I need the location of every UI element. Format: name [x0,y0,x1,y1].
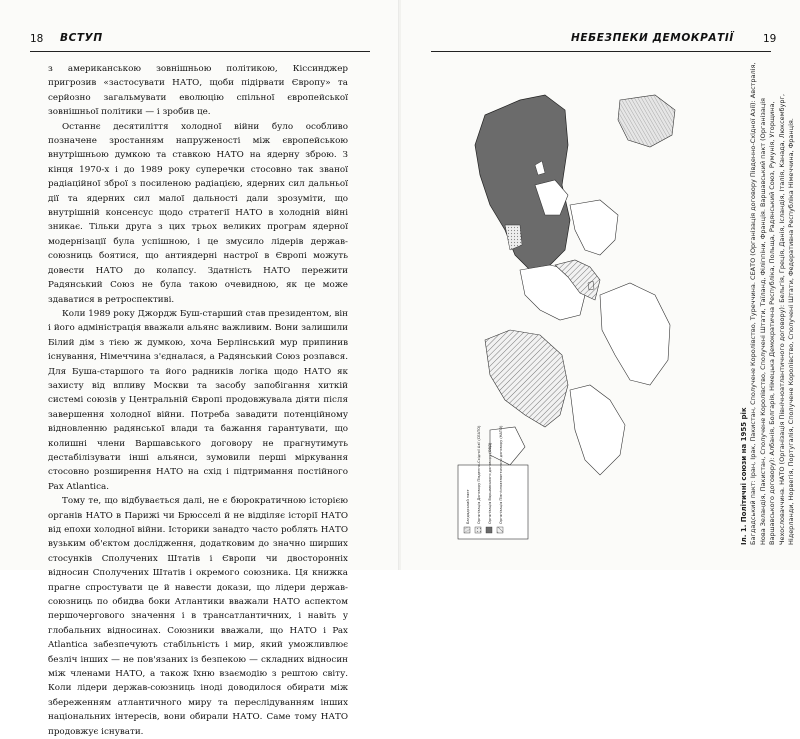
paragraph: Тому те, що відбувається далі, не є бюрократичною історією органів НАТО в Парижі чи Брюсселі й не відділяє історії НАТО від епохи холодної війни. Історики занадто часто роблять НАТО вузьким об'єктом дослідження, додатковим до значно ширших стосунків Сполучених Штатів і Європи чи двосторонніх відносин Сполучених Штатів і окремого союзника. Ця книжка прагне спростувати це й навести докази, що лідери держав-союзниць по обидва боки Атлантики вважали НАТО аспектом першочергового значення і в трансатлантичних, і навіть у глобальних відносинах. Союзники вважали, що НАТО і Pax Atlantica забезпечують стабільність і мир, який уможливлює безліч інших — не пов'язаних із безпекою — складних відносин між членами НАТО, а також їхню взаємодію з рештою світу. Коли лідери держав-союзниць іноді доводилося обирати між збереженням атлантичного миру та переслідуванням інших національних інтересів, вони обирали НАТО. Саме тому НАТО продовжує існувати. [48,496,348,737]
legend-item: Організація Варшавського договору (ОВД) [488,442,492,524]
caption-title: Іл. 1. Політичні союзи на 1955 рік [740,407,748,545]
paragraph: Останнє десятиліття холодної війни було особливо позначене зростанням напруженості між європейською внутрішньою думкою та ставкою НАТО на ядерну зброю. З кінця 1970-х і до 1989 року суперечки стосовно так званої радіаційної зброї з посиленою радіацією, ядерних сил дальньої дії та ядерних сил малої дальності дали зрозуміти, що внутрішній консенсус щодо стратегії НАТО в холодній війні зникає. Тільки друга з цих трьох великих програм ядерної модернізації була успішною, і це змусило лідерів держав-союзниць боятися, що антиядерні настрої в Європі можуть довести НАТО до колапсу. Здатність НАТО пережити Радянський Союз не була такою очевидною, як це може здаватися в ретроспективі. [48,121,348,305]
header-rule-right [431,51,771,52]
caption-text: Багдадський пакт: Іран, Ірак, Пакистан, Сполучене Королівство, Туреччина. СЕАТО (Організація договору Південно-Східної Азії): Австралія, Нова Зеландія, Пакистан, Сполучене Королівство, Сполучені Штати, Таїланд, Філіппіни, Франція. Варшавський пакт (Організація Варшавського договору): Албанія, Болгарія, Німецька Демократична Республіка, Польща, Радянський Союз, Румунія, Угорщина, Чехословаччина. НАТО (Організація Північноатлантичного договору): Бельгія, Греція, Данія, Ісландія, Італія, Канада, Люксембург, Нідерланди, Норвегія, Португалія, Сполучене Королівство, Сполучені Штати, Федеративна Республіка Німеччина, Франція. [749,62,796,545]
legend-item: Організація Договору Південно-Східної Азії (СЕАТО) [477,425,481,524]
paragraph: з американською зовнішньою політикою, Кіссинджер пригрозив «застосувати НАТО, щоби підірвати Європу» та серйозно загальмувати еволюцію спільної європейської зовнішньої політики — і зробив це. [48,64,348,118]
body-text [48,62,348,739]
page-number-right: 19 [763,33,777,45]
world-map-figure [450,55,725,545]
running-head-left: ВСТУП [60,32,103,44]
left-page [0,0,399,737]
legend-item: Організація Північноатлантичного договору (НАТО) [499,425,503,524]
paragraph: Коли 1989 року Джордж Буш-старший став президентом, він і його адміністрація вважали альянс важливим. Вони залишили Білий дім з тією ж думкою, хоча Берлінський мур припинив існування, Німеччина з'єдналася, а Радянський Союз розпався. Для Буша-старшого та його радників логіка щодо НАТО як захисту від впливу Москви та засобу запобігання хиткій системі союзів у Центральній Європі продовжувала діяти після завершення холодної війни. Потреба завадити потенційному відновленню радянської влади та бажання гарантувати, що колишні члени Варшавського договору не прагнутимуть дестабілізувати інші альянси, зумовили перші міркування стосовно розширення НАТО на схід і підтримання постійного Pax Atlantica. [48,308,348,492]
page-number-left: 18 [30,33,44,45]
running-head-right: НЕБЕЗПЕКИ ДЕМОКРАТІЇ [571,32,734,44]
header-rule-left [30,51,370,52]
legend-item: Багдадський пакт [466,489,470,524]
